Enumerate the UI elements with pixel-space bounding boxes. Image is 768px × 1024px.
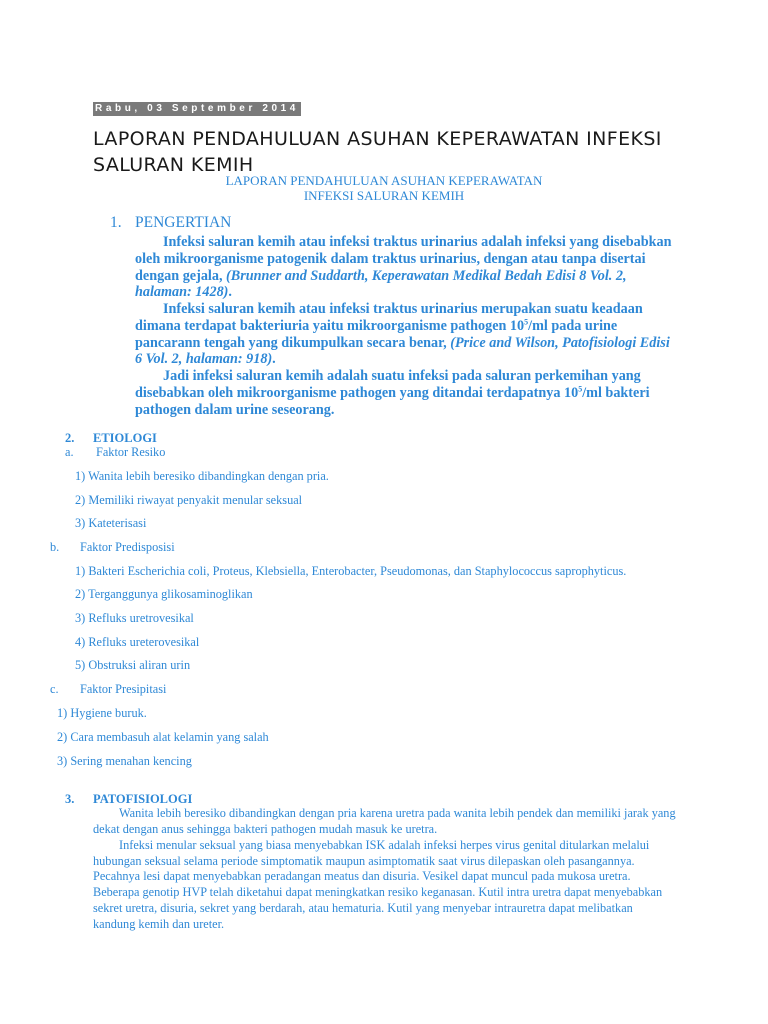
subsection-a-letter: a. [65, 445, 74, 459]
section-2-heading: ETIOLOGI [93, 431, 157, 445]
section-3-heading: PATOFISIOLOGI [93, 792, 193, 806]
paragraph-end: . [272, 351, 276, 368]
paragraph-text: Infeksi saluran kemih atau infeksi traktus urinarius merupakan suatu keadaan dimana terdapat bakteriuria yaitu mikroorganisme pathogen 10 [135, 301, 643, 334]
list-item: 1) Hygiene buruk. [57, 706, 147, 720]
post-date: Rabu, 03 September 2014 [95, 103, 299, 114]
citation: (Price and Wilson, Patofisiologi Edisi 6 Vol. 2, halaman: 918) [135, 334, 670, 368]
section-1-paragraph-3 [135, 368, 675, 418]
section-1-paragraph-1 [135, 234, 675, 301]
list-item: 1) Bakteri Escherichia coli, Proteus, Klebsiella, Enterobacter, Pseudomonas, dan Staphylococcus saprophyticus. [75, 564, 627, 578]
document-subtitle-line-2: INFEKSI SALURAN KEMIH [303, 188, 465, 203]
list-item: 5) Obstruksi aliran urin [75, 658, 191, 672]
subsection-c-letter: c. [50, 682, 59, 696]
post-title[interactable]: LAPORAN PENDAHULUAN ASUHAN KEPERAWATAN INFEKSI SALURAN KEMIH [93, 128, 662, 176]
paragraph-text: Infeksi saluran kemih atau infeksi traktus urinarius adalah infeksi yang disebabkan oleh mikroorganisme patogenik dalam traktus urinarius, dengan atau tanpa disertai dengan gejala, [135, 234, 672, 284]
section-1-heading: PENGERTIAN [135, 214, 232, 231]
section-3-number: 3. [65, 792, 75, 806]
superscript: 5 [524, 317, 529, 327]
section-1-paragraph-2 [135, 301, 675, 368]
list-item: 3) Kateterisasi [75, 516, 147, 530]
list-item: 2) Terganggunya glikosaminoglikan [75, 587, 253, 601]
paragraph-text: Jadi infeksi saluran kemih adalah suatu infeksi pada saluran perkemihan yang disebabkan oleh mikroorganisme pathogen yang ditandai terdapatnya 10 [135, 368, 641, 401]
list-item: 4) Refluks ureterovesikal [75, 635, 200, 649]
list-item: 2) Cara membasuh alat kelamin yang salah [57, 730, 269, 744]
subsection-c-title: Faktor Presipitasi [80, 682, 167, 696]
list-item: 3) Sering menahan kencing [57, 754, 192, 768]
section-3-paragraph-1: Wanita lebih beresiko dibandingkan dengan pria karena uretra pada wanita lebih pendek dan memiliki jarak yang dekat dengan anus sehingga bakteri pathogen mudah masuk ke uretra. [93, 806, 676, 836]
paragraph-text-cont: /ml bakteri pathogen dalam urine seseorang. [135, 384, 650, 418]
superscript: 5 [578, 384, 583, 394]
subsection-b-title: Faktor Predisposisi [80, 540, 175, 554]
list-item: 3) Refluks uretrovesikal [75, 611, 194, 625]
document-subtitle-line-1: LAPORAN PENDAHULUAN ASUHAN KEPERAWATAN [225, 173, 543, 188]
list-item: 1) Wanita lebih beresiko dibandingkan dengan pria. [75, 469, 329, 483]
list-item: 2) Memiliki riwayat penyakit menular seksual [75, 493, 303, 507]
section-1-number: 1. [110, 214, 122, 231]
section-2-number: 2. [65, 431, 75, 445]
paragraph-end: . [228, 284, 232, 301]
section-3-paragraph-2: Infeksi menular seksual yang biasa menyebabkan ISK adalah infeksi herpes virus genital ditularkan melalui hubungan seksual selama periode simptomatik maupun asimptomatik saat virus dilepaskan oleh pasangannya. Pecahnya lesi dapat menyebabkan peradangan meatus dan disuria. Vesikel dapat muncul pada mukosa uretra. Beberapa genotip HVP telah diketahui dapat meningkatkan resiko keganasan. Kutil intra uretra dapat menyebabkan sekret uretra, disuria, sekret yang berdarah, atau hematuria. Kutil yang menyebar intrauretra dapat melibatkan kandung kemih dan ureter. [93, 838, 663, 931]
citation: (Brunner and Suddarth, Keperawatan Medikal Bedah Edisi 8 Vol. 2, halaman: 1428) [135, 267, 627, 301]
subsection-b-letter: b. [50, 540, 60, 554]
paragraph-text-cont: /ml pada urine pancarann tengah yang dikumpulkan secara benar, [135, 317, 618, 351]
subsection-a-title: Faktor Resiko [96, 445, 166, 459]
